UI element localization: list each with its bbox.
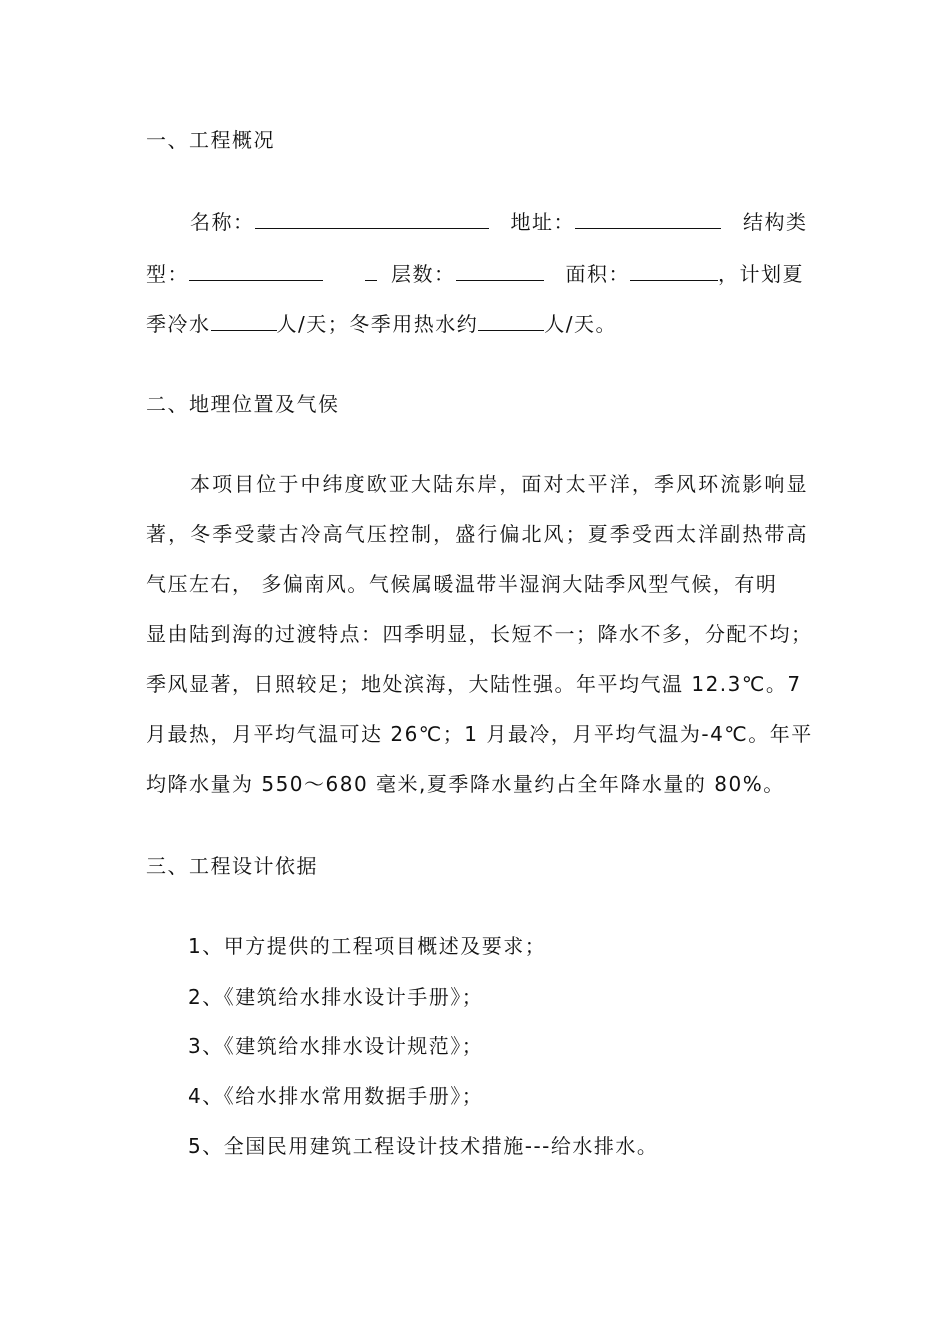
hot-water-unit: 人/天。 bbox=[544, 312, 617, 336]
paragraph-line: 均降水量为 550～680 毫米,夏季降水量约占全年降水量的 80%。 bbox=[146, 772, 785, 796]
list-item: 1、甲方提供的工程项目概述及要求； bbox=[188, 934, 547, 958]
form-line-water-usage bbox=[146, 308, 808, 338]
floors-blank[interactable] bbox=[456, 258, 544, 281]
area-blank[interactable] bbox=[630, 258, 718, 281]
address-label: 地址： bbox=[510, 210, 575, 234]
type-blank[interactable] bbox=[189, 258, 323, 281]
name-label: 名称： bbox=[190, 210, 255, 234]
type-label: 型： bbox=[146, 262, 189, 286]
list-item: 5、全国民用建筑工程设计技术措施---给水排水。 bbox=[188, 1134, 659, 1158]
list-item: 3、《建筑给水排水设计规范》； bbox=[188, 1034, 484, 1058]
paragraph-line: 显由陆到海的过渡特点：四季明显，长短不一；降水不多，分配不均； bbox=[146, 622, 813, 646]
paragraph-line: 月最热，月平均气温可达 26℃；1 月最冷，月平均气温为-4℃。年平 bbox=[146, 722, 813, 746]
hot-water-blank[interactable] bbox=[478, 308, 544, 331]
section-heading-design-basis: 三、工程设计依据 bbox=[146, 854, 318, 878]
name-blank[interactable] bbox=[255, 206, 489, 229]
form-line-type-floors-area bbox=[146, 258, 808, 288]
section-heading-location-climate: 二、地理位置及气侯 bbox=[146, 392, 340, 416]
paragraph-line: 气压左右， 多偏南风。气候属暖温带半湿润大陆季风型气候，有明 bbox=[146, 572, 778, 596]
section-heading-overview: 一、工程概况 bbox=[146, 128, 275, 152]
list-item: 4、《给水排水常用数据手册》； bbox=[188, 1084, 484, 1108]
paragraph-line: 季风显著，日照较足；地处滨海，大陆性强。年平均气温 12.3℃。7 bbox=[146, 672, 802, 696]
cold-water-blank[interactable] bbox=[211, 308, 277, 331]
form-line-name-address bbox=[190, 206, 808, 236]
type-blank-extra[interactable] bbox=[365, 258, 377, 281]
list-item: 2、《建筑给水排水设计手册》； bbox=[188, 985, 484, 1009]
cold-water-label: 季冷水 bbox=[146, 312, 211, 336]
plan-label: ，计划夏 bbox=[718, 262, 804, 286]
structure-label: 结构类 bbox=[743, 210, 808, 234]
address-blank[interactable] bbox=[575, 206, 721, 229]
paragraph-line: 著，冬季受蒙古冷高气压控制，盛行偏北风；夏季受西太洋副热带高 bbox=[146, 522, 808, 546]
paragraph-line: 本项目位于中纬度欧亚大陆东岸，面对太平洋，季风环流影响显 bbox=[190, 472, 808, 496]
area-label: 面积： bbox=[565, 262, 630, 286]
cold-water-unit: 人/天；冬季用热水约 bbox=[276, 312, 479, 336]
floors-label: 层数： bbox=[391, 262, 456, 286]
